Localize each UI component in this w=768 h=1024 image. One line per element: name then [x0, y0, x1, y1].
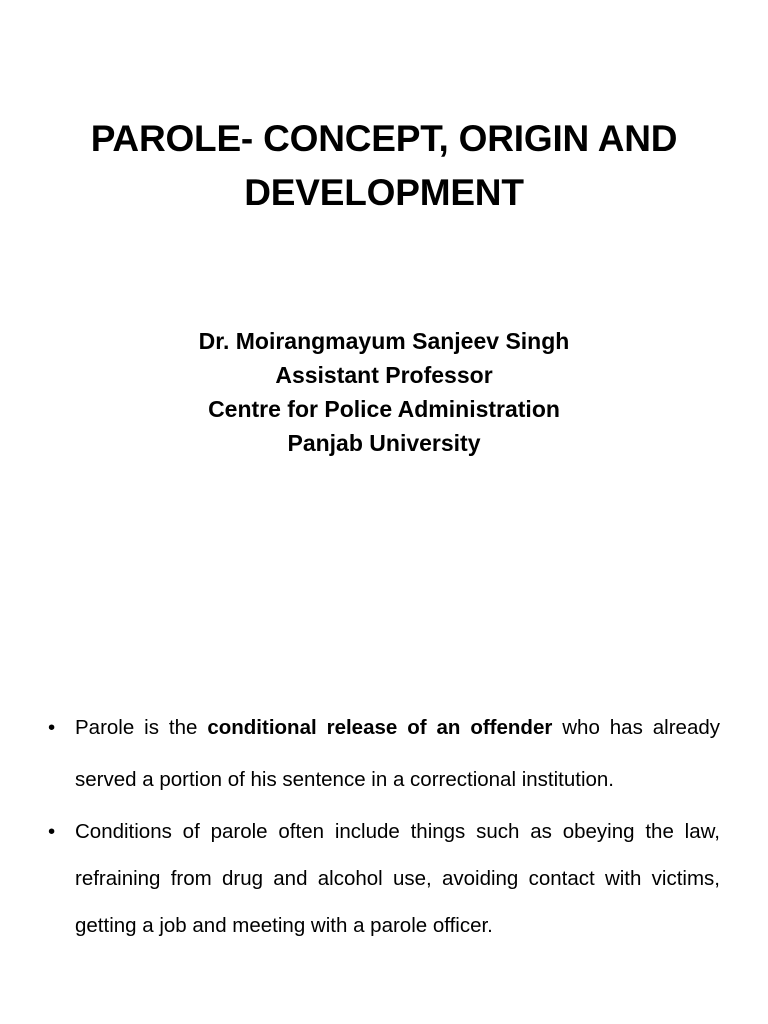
- author-name: Dr. Moirangmayum Sanjeev Singh: [198, 328, 570, 354]
- author-position: Assistant Professor: [275, 362, 493, 388]
- content-slide: [0, 680, 768, 1024]
- slide-title: [40, 112, 728, 220]
- bullet-marker: •: [48, 820, 56, 843]
- bullet-list: [40, 702, 720, 949]
- bullet-2-text: Conditions of parole often include things such as obeying the law, refraining from drug and alcohol use, avoiding contact with victims, getting a job and meeting with a parole officer.: [75, 820, 720, 937]
- author-block: [84, 324, 684, 460]
- slide-title-line-1: PAROLE- CONCEPT, ORIGIN AND: [90, 118, 678, 159]
- bullet-1-lead-text: Parole is the: [75, 716, 208, 739]
- bullet-item-parole-definition: [40, 702, 720, 806]
- bullet-item-parole-conditions: [40, 808, 720, 949]
- author-department: Centre for Police Administration: [208, 396, 560, 422]
- author-university: Panjab University: [287, 430, 481, 456]
- slide-title-line-2: DEVELOPMENT: [244, 172, 524, 213]
- bullet-marker: •: [48, 716, 56, 739]
- bullet-1-emphasis-text: conditional release of an offender: [207, 716, 553, 739]
- bullet-1-tail-text: who has already served a portion of his sentence in a correctional institution.: [75, 716, 720, 791]
